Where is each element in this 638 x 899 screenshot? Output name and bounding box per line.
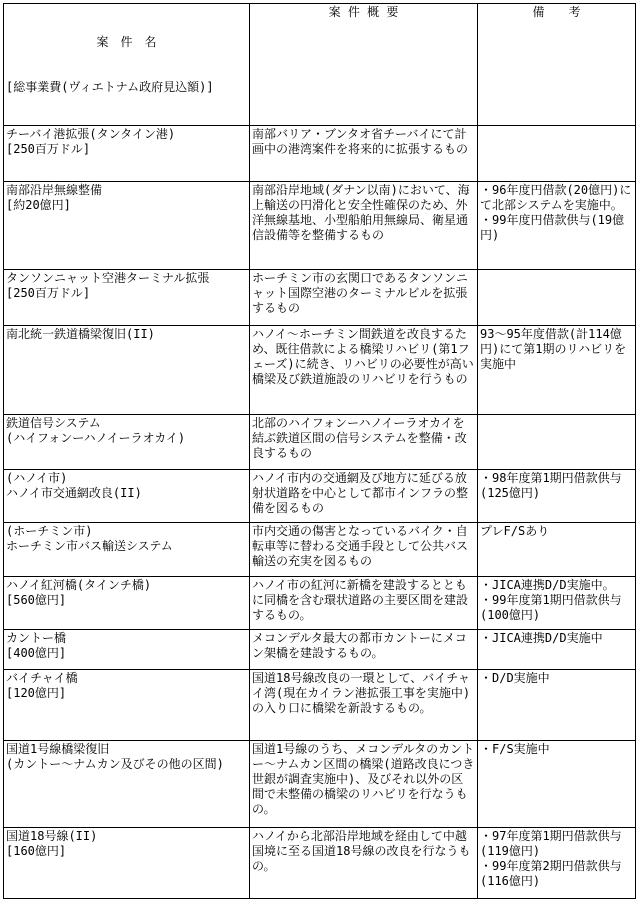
cell-overview: 国道18号線改良の一環として、バイチャイ湾(現在カイラン港拡張工事を実施中)の入り口に橋梁を新設するもの。 — [250, 670, 478, 741]
cell-project-name: (ホーチミン市) ホーチミン市バス輸送システム — [4, 523, 250, 577]
cell-project-name: 南部沿岸無線整備 [約20億円] — [4, 182, 250, 270]
cell-overview: ホーチミン市の玄関口であるタンソンニャット国際空港のターミナルビルを拡張するもの — [250, 270, 478, 326]
cell-remarks: ・97年度第1期円借款供与(119億円) ・99年度第2期円借款供与(116億円) — [478, 828, 636, 899]
table-row — [4, 741, 636, 828]
cell-remarks: 93～95年度借款(計114億円)にて第1期のリハビリを実施中 — [478, 326, 636, 415]
table-row — [4, 577, 636, 630]
table-header-row — [4, 4, 636, 126]
table-row — [4, 270, 636, 326]
cell-remarks: ・D/D実施中 — [478, 670, 636, 741]
cell-overview: 南部バリア・ブンタオ省チーバイにて計画中の港湾案件を将来的に拡張するもの — [250, 126, 478, 182]
project-table — [3, 3, 636, 899]
table-row — [4, 126, 636, 182]
cell-project-name: チーバイ港拡張(タンタイン港) [250百万ドル] — [4, 126, 250, 182]
cell-overview: ハノイ～ホーチミン間鉄道を改良するため、既往借款による橋梁リハビリ(第1フェーズ)に続き、リハビリの必要性が高い橋梁及び鉄道施設のリハビリを行うもの — [250, 326, 478, 415]
cell-remarks — [478, 270, 636, 326]
cell-project-name: 鉄道信号システム (ハイフォンーハノイーラオカイ) — [4, 415, 250, 470]
cell-remarks: ・96年度円借款(20億円)にて北部システムを実施中。 ・99年度円借款供与(19億円) — [478, 182, 636, 270]
cell-overview: ハノイ市の紅河に新橋を建設するとともに同橋を含む環状道路の主要区間を建設するもの。 — [250, 577, 478, 630]
cell-overview: ハノイ市内の交通網及び地方に延びる放射状道路を中心として都市インフラの整備を図るもの — [250, 470, 478, 523]
cell-project-name: タンソンニャット空港ターミナル拡張 [250百万ドル] — [4, 270, 250, 326]
table-row — [4, 828, 636, 899]
cell-remarks: プレF/Sあり — [478, 523, 636, 577]
table-row — [4, 415, 636, 470]
header-project-name — [4, 4, 250, 126]
cell-project-name: 南北統一鉄道橋梁復旧(II) — [4, 326, 250, 415]
cell-remarks — [478, 126, 636, 182]
cell-overview: 国道1号線のうち、メコンデルタのカントー～ナムカン区間の橋梁(道路改良につき世銀が調査実施中)、及びそれ以外の区間で未整備の橋梁のリハビリを行なうもの。 — [250, 741, 478, 828]
table-row — [4, 470, 636, 523]
cell-project-name: 国道1号線橋梁復旧 (カントー～ナムカン及びその他の区間) — [4, 741, 250, 828]
cell-overview: 南部沿岸地域(ダナン以南)において、海上輸送の円滑化と安全性確保のため、外洋無線基地、小型船舶用無線局、衛星通信設備等を整備するもの — [250, 182, 478, 270]
table-row — [4, 182, 636, 270]
cell-remarks: ・98年度第1期円借款供与(125億円) — [478, 470, 636, 523]
cell-overview: メコンデルタ最大の都市カントーにメコン架橋を建設するもの。 — [250, 630, 478, 670]
table-row — [4, 670, 636, 741]
header-project-cost-label: [総事業費(ヴィエトナム政府見込額)] — [6, 80, 214, 94]
header-remarks: 備 考 — [478, 4, 636, 126]
header-overview: 案 件 概 要 — [250, 4, 478, 126]
cell-overview: 北部のハイフォンーハノイーラオカイを結ぶ鉄道区間の信号システムを整備・改良するもの — [250, 415, 478, 470]
table-row — [4, 630, 636, 670]
header-project-name-label: 案 件 名 — [96, 35, 157, 49]
table-row — [4, 326, 636, 415]
cell-remarks: ・JICA連携D/D実施中 — [478, 630, 636, 670]
cell-remarks: ・F/S実施中 — [478, 741, 636, 828]
cell-project-name: バイチャイ橋 [120億円] — [4, 670, 250, 741]
cell-remarks — [478, 415, 636, 470]
cell-project-name: 国道18号線(II) [160億円] — [4, 828, 250, 899]
cell-project-name: カントー橋 [400億円] — [4, 630, 250, 670]
cell-overview: 市内交通の傷害となっているバイク・自転車等に替わる交通手段として公共バス輸送の充実を図るもの — [250, 523, 478, 577]
cell-overview: ハノイから北部沿岸地域を経由して中越国境に至る国道18号線の改良を行なうもの。 — [250, 828, 478, 899]
cell-remarks: ・JICA連携D/D実施中。 ・99年度第1期円借款供与(100億円) — [478, 577, 636, 630]
table-row — [4, 523, 636, 577]
cell-project-name: ハノイ紅河橋(タインチ橋) [560億円] — [4, 577, 250, 630]
cell-project-name: (ハノイ市) ハノイ市交通網改良(II) — [4, 470, 250, 523]
